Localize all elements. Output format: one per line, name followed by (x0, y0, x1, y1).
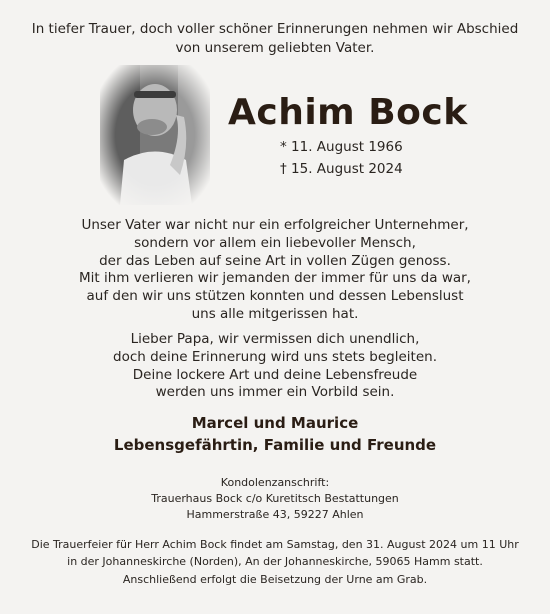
death-date: † 15. August 2024 (280, 161, 403, 177)
birth-date: * 11. August 1966 (280, 139, 403, 155)
mourners-line: Marcel und Maurice (191, 414, 359, 432)
farewell-line: Deine lockere Art und deine Lebensfreude (132, 366, 418, 383)
intro-line: In tiefer Trauer, doch voller schöner Erinnerungen nehmen wir Abschied (31, 21, 519, 37)
burial-info: Anschließend erfolgt die Beisetzung der Urne am Grab. (122, 573, 428, 586)
tribute-line: sondern vor allem ein liebevoller Mensch, (134, 234, 416, 251)
tribute-line: Unser Vater war nicht nur ein erfolgreicher Unternehmer, (81, 217, 469, 233)
farewell-line: werden uns immer ein Vorbild sein. (155, 384, 395, 401)
farewell-line: doch deine Erinnerung wird uns stets begleiten. (113, 348, 437, 365)
tribute-text (0, 217, 550, 324)
service-line: in der Johanneskirche (Norden), An der Johanneskirche, 59065 Hamm statt. (67, 555, 483, 568)
farewell-line: Lieber Papa, wir vermissen dich unendlich, (130, 331, 420, 347)
service-info (0, 536, 550, 570)
tribute-line: uns alle mitgerissen hat. (191, 305, 359, 322)
service-line: Die Trauerfeier für Herr Achim Bock findet am Samstag, den 31. August 2024 um 11 Uhr (31, 538, 519, 551)
address-line: Kondolenzanschrift: (220, 476, 330, 489)
tribute-line: der das Leben auf seine Art in vollen Zügen genoss. (99, 252, 451, 269)
deceased-name: Achim Bock (228, 92, 468, 133)
address-line: Hammerstraße 43, 59227 Ahlen (186, 508, 364, 521)
intro-line: von unserem geliebten Vater. (175, 40, 375, 56)
tribute-line: Mit ihm verlieren wir jemanden der immer für uns da war, (79, 270, 471, 287)
farewell-text (0, 331, 550, 402)
life-dates (280, 136, 403, 180)
condolence-address (0, 475, 550, 523)
mourners-line: Lebensgefährtin, Familie und Freunde (113, 436, 437, 454)
address-line: Trauerhaus Bock c/o Kuretitsch Bestattungen (151, 492, 399, 505)
intro-text (0, 20, 550, 58)
tribute-line: auf den wir uns stützen konnten und dessen Lebenslust (86, 288, 464, 305)
mourners-signature (0, 412, 550, 456)
portrait-photo (100, 65, 210, 205)
